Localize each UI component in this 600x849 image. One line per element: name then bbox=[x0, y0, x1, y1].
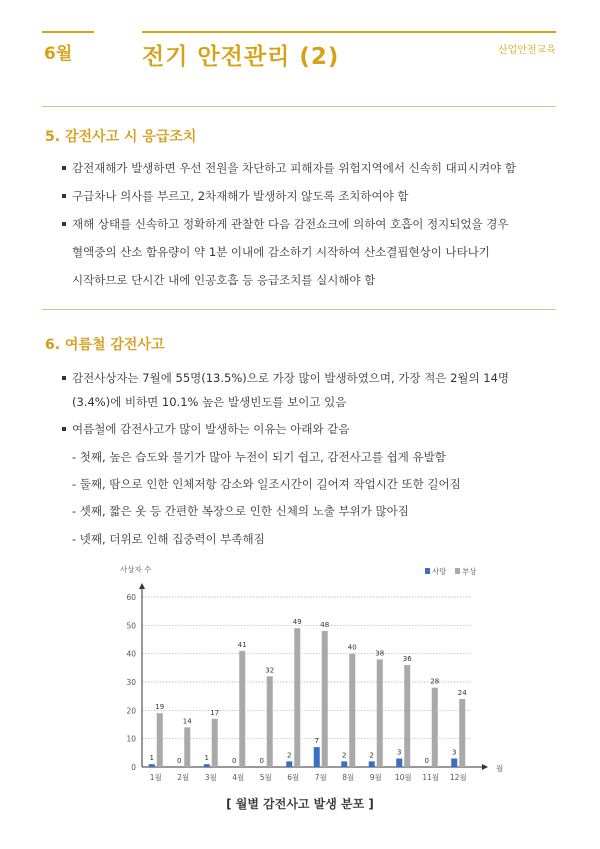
data-label-deaths: 0 bbox=[259, 757, 264, 765]
x-tick-label: 3월 bbox=[204, 773, 217, 782]
bar-injuries bbox=[157, 713, 163, 767]
bar-deaths bbox=[341, 761, 347, 767]
y-tick-label: 60 bbox=[126, 593, 136, 602]
x-tick-label: 2월 bbox=[177, 773, 190, 782]
y-tick-label: 50 bbox=[126, 621, 136, 631]
data-label-injuries: 40 bbox=[347, 643, 357, 652]
data-label-deaths: 3 bbox=[397, 748, 402, 757]
section5-bullet bbox=[62, 216, 508, 232]
data-label-deaths: 2 bbox=[342, 751, 347, 760]
data-label-deaths: 7 bbox=[314, 737, 319, 746]
bullet-square-icon bbox=[62, 166, 66, 170]
bullet-text: 구급차나 의사를 부르고, 2차재해가 발생하지 않도록 조치하여야 함 bbox=[72, 189, 409, 203]
bar-deaths bbox=[286, 761, 292, 767]
bullet-square-icon bbox=[62, 194, 66, 198]
section5-bullet bbox=[62, 188, 409, 204]
data-label-injuries: 28 bbox=[430, 677, 440, 686]
month-label: 6월 bbox=[44, 44, 73, 64]
reason-item: - 둘째, 땀으로 인한 인체저항 감소와 일조시간이 길어져 작업시간 또한 길어짐 bbox=[72, 477, 461, 491]
x-tick-label: 4월 bbox=[232, 773, 245, 782]
data-label-injuries: 14 bbox=[182, 717, 192, 726]
bar-injuries bbox=[212, 719, 218, 767]
bullet-text: 감전재해가 발생하면 우선 전원을 차단하고 피해자를 위험지역에서 신속히 대피시켜야 함 bbox=[72, 161, 516, 175]
bar-injuries bbox=[267, 676, 273, 767]
x-tick-label: 11월 bbox=[422, 773, 440, 782]
y-tick-label: 10 bbox=[126, 734, 136, 744]
data-label-injuries: 49 bbox=[292, 618, 302, 627]
bar-injuries bbox=[377, 659, 383, 767]
data-label-deaths: 2 bbox=[369, 751, 374, 760]
x-axis-label: 월 bbox=[496, 764, 504, 773]
bar-deaths bbox=[396, 759, 402, 768]
y-axis-label: 사상자 수 bbox=[120, 565, 152, 574]
bar-deaths bbox=[451, 759, 457, 768]
legend-label: 부상 bbox=[462, 567, 477, 576]
bar-injuries bbox=[322, 631, 328, 767]
bullet-square-icon bbox=[62, 222, 66, 226]
bar-injuries bbox=[404, 665, 410, 767]
section6-heading: 6. 여름철 감전사고 bbox=[45, 337, 165, 353]
header-divider bbox=[42, 106, 556, 107]
y-tick-label: 0 bbox=[131, 763, 136, 772]
data-label-deaths: 0 bbox=[177, 757, 182, 765]
bar-deaths bbox=[204, 764, 210, 767]
bar-deaths bbox=[369, 761, 375, 767]
reason-item: - 첫째, 높은 습도와 물기가 많아 누전이 되기 쉽고, 감전사고를 쉽게 유발함 bbox=[72, 450, 446, 464]
chart-caption: [ 월별 감전사고 발생 분포 ] bbox=[226, 797, 374, 811]
data-label-injuries: 24 bbox=[457, 689, 467, 697]
data-label-injuries: 38 bbox=[375, 649, 385, 658]
data-label-deaths: 1 bbox=[204, 754, 209, 763]
data-label-deaths: 2 bbox=[287, 751, 292, 760]
data-label-injuries: 48 bbox=[320, 621, 330, 629]
bullet-continuation: (3.4%)에 비하면 10.1% 높은 발생빈도를 보이고 있음 bbox=[72, 395, 347, 409]
bullet-square-icon bbox=[62, 376, 66, 380]
x-axis-arrow-icon bbox=[482, 764, 488, 770]
data-label-injuries: 36 bbox=[402, 655, 412, 663]
legend-swatch bbox=[455, 568, 460, 574]
bar-injuries bbox=[459, 699, 465, 767]
bullet-text: 재해 상태를 신속하고 정확하게 관찰한 다음 감전쇼크에 의하여 호흡이 정지되었을 경우 bbox=[72, 217, 509, 231]
title-accent-bar bbox=[142, 31, 556, 33]
y-axis-arrow-icon bbox=[139, 583, 145, 589]
section5-bullet bbox=[62, 160, 516, 176]
bullet-text: 감전사상자는 7월에 55명(13.5%)으로 가장 많이 발생하였으며, 가장 적은 2월의 14명 bbox=[72, 371, 510, 385]
bar-injuries bbox=[349, 654, 355, 767]
bar-injuries bbox=[184, 727, 190, 767]
bar-deaths bbox=[149, 764, 155, 767]
y-tick-label: 20 bbox=[126, 706, 136, 716]
data-label-deaths: 1 bbox=[149, 754, 154, 763]
bullet-continuation: 시작하므로 단시간 내에 인공호흡 등 응급조치를 실시해야 함 bbox=[72, 273, 376, 287]
data-label-deaths: 3 bbox=[452, 748, 457, 757]
reason-item: - 넷째, 더위로 인해 집중력이 부족해짐 bbox=[72, 532, 265, 546]
section-divider bbox=[42, 309, 556, 310]
section6-bullet bbox=[62, 421, 349, 437]
page-title: 전기 안전관리 (2) bbox=[142, 44, 340, 70]
x-tick-label: 8월 bbox=[342, 773, 355, 782]
monthly-electric-shock-chart bbox=[110, 562, 504, 782]
data-label-injuries: 17 bbox=[210, 708, 220, 717]
bar-injuries bbox=[239, 651, 245, 767]
bar-injuries bbox=[294, 628, 300, 767]
x-tick-label: 1월 bbox=[149, 773, 162, 782]
x-tick-label: 10월 bbox=[394, 773, 412, 782]
legend-label: 사망 bbox=[432, 567, 447, 576]
data-label-injuries: 32 bbox=[265, 666, 275, 675]
month-accent-bar bbox=[42, 31, 94, 33]
bar-injuries bbox=[432, 688, 438, 767]
y-tick-label: 40 bbox=[126, 649, 136, 659]
category-tag: 산업안전교육 bbox=[498, 45, 556, 56]
x-tick-label: 5월 bbox=[259, 773, 272, 782]
bullet-square-icon bbox=[62, 427, 66, 431]
data-label-injuries: 41 bbox=[237, 640, 247, 649]
y-tick-label: 30 bbox=[126, 678, 136, 687]
bullet-continuation: 혈액중의 산소 함유량이 약 1분 이내에 감소하기 시작하여 산소결핍현상이 나타나기 bbox=[72, 245, 490, 259]
x-tick-label: 6월 bbox=[287, 773, 300, 782]
section6-bullet bbox=[62, 370, 509, 386]
x-tick-label: 9월 bbox=[369, 773, 382, 782]
data-label-deaths: 0 bbox=[232, 757, 237, 765]
reason-item: - 셋째, 짧은 옷 등 간편한 복장으로 인한 신체의 노출 부위가 많아짐 bbox=[72, 504, 409, 518]
x-tick-label: 12월 bbox=[449, 773, 467, 782]
bar-deaths bbox=[314, 747, 320, 767]
bullet-text: 여름철에 감전사고가 많이 발생하는 이유는 아래와 같음 bbox=[72, 422, 350, 436]
x-tick-label: 7월 bbox=[314, 773, 327, 782]
section5-heading: 5. 감전사고 시 응급조치 bbox=[45, 129, 197, 145]
data-label-deaths: 0 bbox=[424, 757, 429, 765]
data-label-injuries: 19 bbox=[155, 703, 165, 712]
legend-swatch bbox=[425, 568, 430, 574]
